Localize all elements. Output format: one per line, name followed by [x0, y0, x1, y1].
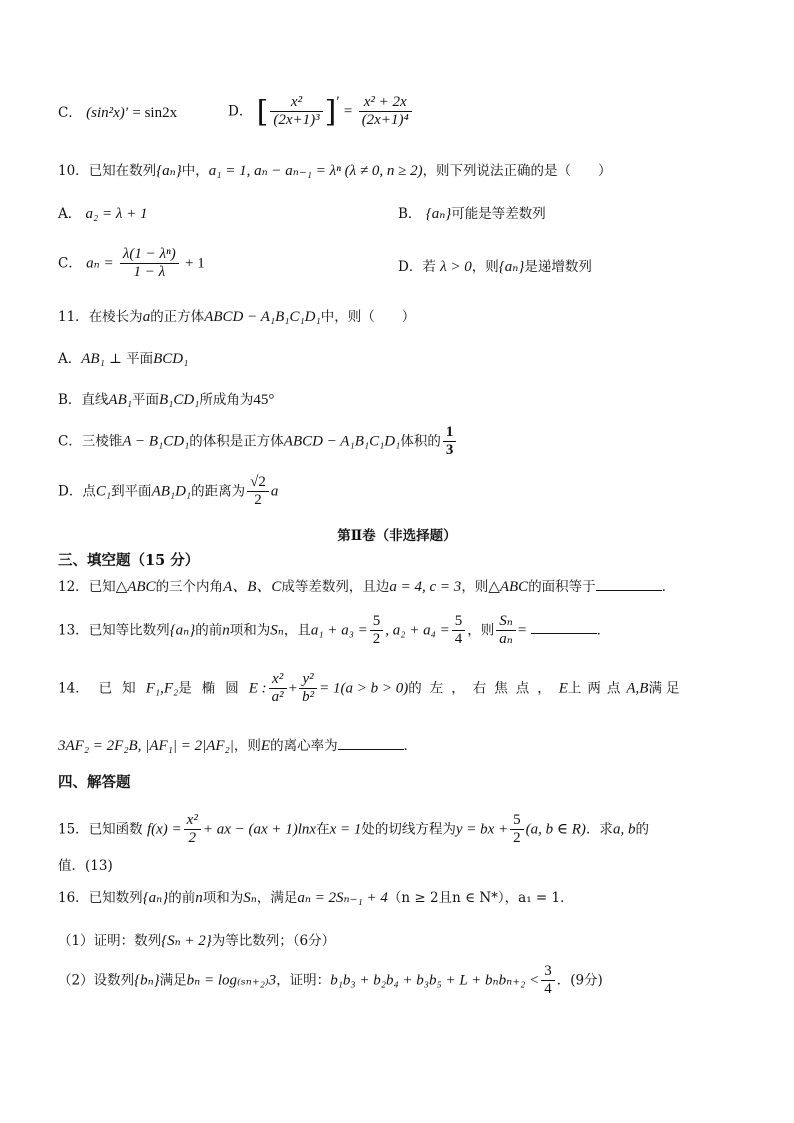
q14-vector-condition: 3AF₂ = 2F₂B, |AF₁| = 2|AF₂| — [58, 738, 234, 754]
q11-d-frac: $\frac{√2}{2}$ — [247, 474, 269, 510]
q11-option-c: C．三棱锥A − B₁CD₁的体积是正方体ABCD − A₁B₁C₁D₁体积的 $\frac{1}{3}$ — [58, 424, 458, 460]
q16-stem: 16．已知数列{aₙ}的前n项和为Sₙ，满足aₙ = 2Sₙ₋₁ + 4（n ≥ 2且n ∈ N*），a₁ = 1． — [58, 890, 574, 906]
q13-frac-2: $\frac{5}{4}$ — [452, 613, 466, 649]
q10-option-d: D．若 λ > 0，则{aₙ}是递增数列 — [398, 259, 592, 275]
q14-frac-x: $\frac{\text{x²}}{\text{a²}}$ — [269, 671, 287, 707]
q11-option-a: A．AB₁ ⊥ 平面BCD₁ — [58, 351, 189, 367]
q11-option-b: B．直线AB₁平面B₁CD₁所成角为45° — [58, 392, 275, 408]
q14-answer-blank[interactable] — [338, 737, 404, 750]
q9-option-d: D． [ $\frac{\text{x²}}{\text{(2x+1)³}}$ ]′ = $\frac{\text{x² + 2x}}{\text{(2x+1)⁴}}$ — [228, 94, 414, 130]
q14-frac-y: $\frac{\text{y²}}{\text{b²}}$ — [299, 671, 317, 707]
q13-frac-ratio: $\frac{\text{Sₙ}}{\text{aₙ}}$ — [496, 613, 516, 649]
q9-d-rhs-frac: $\frac{\text{x² + 2x}}{\text{(2x+1)⁴}}$ — [359, 94, 412, 130]
q14-line-1: 14．已知F₁,F₂是椭圆E : $\frac{\text{x²}}{\text{a²}}$ + $\frac{\text{y²}}{\text{b²}}$ = 1(a > b > 0)的左，右焦点，E上两点A,B满足 — [58, 671, 684, 706]
q9-c-rhs: = sin2x — [132, 105, 178, 121]
section-4-title: 四、解答题 — [58, 774, 131, 791]
q12-answer-blank[interactable] — [596, 578, 662, 591]
q16-part-2: （2）设数列{bₙ}满足bₙ = log₍ₛₙ₊₂₎3，证明：b₁b₃ + b₂b₄ + b₃b₅ + L + bₙbₙ₊₂ < $\frac{3}{4}$ ．(9分) — [58, 963, 603, 998]
q11-option-d: D．点C₁到平面AB₁D₁的距离为 $\frac{√2}{2}$ a — [58, 474, 279, 509]
q15-stem-line-2: 值．(13) — [58, 858, 113, 874]
q9-d-lhs-frac: $\frac{\text{x²}}{\text{(2x+1)³}}$ — [270, 94, 322, 130]
q12-stem: 12．已知△ABC的三个内角A、B、C成等差数列，且边a = 4, c = 3，则△ABC的面积等于 ． — [58, 579, 676, 595]
q10-stem: 10．已知在数列{aₙ}中，a₁ = 1, aₙ − aₙ₋₁ = λⁿ (λ ≠ 0, n ≥ 2)，则下列说法正确的是（ ） — [58, 163, 612, 179]
q13-stem: 13．已知等比数列{aₙ}的前n项和为Sₙ，且a₁ + a₃ = $\frac{5}{2}$ , a₂ + a₄ = $\frac{5}{4}$ ，则 $\frac{\text{Sₙ}}{\text{aₙ}}$ = ． — [58, 613, 611, 648]
q15-frac: $\frac{\text{x²}}{2}$ — [184, 812, 201, 848]
q13-answer-blank[interactable] — [531, 621, 597, 634]
q15-tangent-frac: $\frac{5}{2}$ — [510, 812, 524, 848]
q11-stem: 11．在棱长为a的正方体ABCD − A₁B₁C₁D₁中，则（ ） — [58, 309, 416, 325]
q13-frac-1: $\frac{5}{2}$ — [370, 613, 384, 649]
q10-option-a: A． a₂ = λ + 1 — [58, 206, 148, 222]
section-3-title: 三、填空题（15 分） — [58, 552, 200, 569]
q10-option-b: B． {aₙ}可能是等差数列 — [398, 206, 546, 222]
q10-option-c: C． aₙ = $\frac{\text{λ(1 − λⁿ)}}{1 - \lambda}$ + 1 — [58, 246, 205, 281]
q15-stem-line-1: 15．已知函数 f(x) = $\frac{\text{x²}}{2}$ + ax − (ax + 1)lnx在x = 1处的切线方程为y = bx + $\frac{5}{2}$ (a, b ∈ R)．求a, b的 — [58, 812, 649, 847]
q10-condition: a₁ = 1, aₙ − aₙ₋₁ = λⁿ (λ ≠ 0, n ≥ 2) — [208, 163, 423, 179]
q10-c-frac: $\frac{\text{λ(1 − λⁿ)}}{1 - \lambda}$ — [120, 246, 179, 282]
section-2-title: 第Ⅱ卷（非选择题） — [337, 528, 457, 544]
q14-line-2: 3AF₂ = 2F₂B, |AF₁| = 2|AF₂|，则E的离心率为 ． — [58, 738, 418, 754]
q9-c-lhs: (sin²x)′ — [86, 105, 129, 121]
q11-c-frac: $\frac{1}{3}$ — [443, 424, 457, 460]
q16-frac: $\frac{3}{4}$ — [541, 963, 555, 999]
q16-part-1: （1）证明：数列{Sₙ + 2}为等比数列；（6分） — [58, 933, 336, 949]
q9-option-c: C． (sin²x)′ = sin2x — [58, 105, 178, 121]
